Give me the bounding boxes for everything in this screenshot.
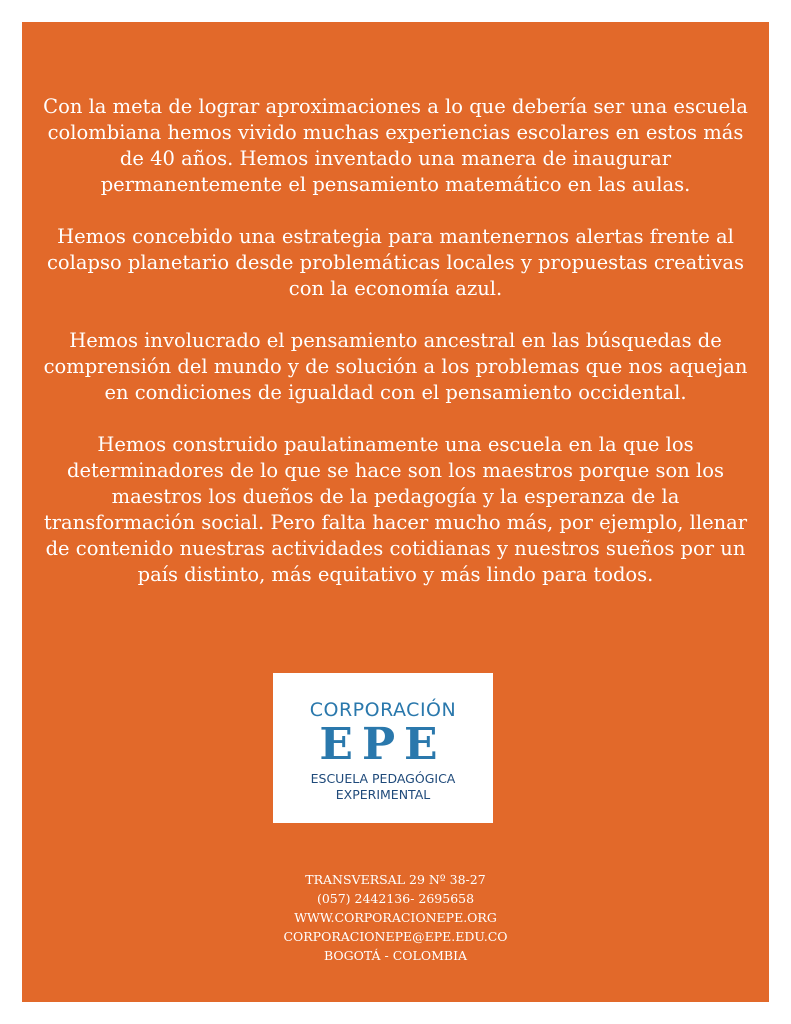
paragraph-2: Hemos concebido una estrategia para mantenernos alertas frente al colapso planetario desde problemáticas locales y propuestas creativas con la economía azul.	[46, 225, 744, 300]
paragraph-3: Hemos involucrado el pensamiento ancestral en las búsquedas de comprensión del mundo y de solución a los problemas que nos aquejan en condiciones de igualdad con el pensamiento occidental.	[43, 329, 748, 404]
body-text	[22, 94, 769, 614]
contact-phone: (057) 2442136- 2695658	[316, 891, 475, 906]
corporation-logo	[273, 673, 493, 823]
paragraph-1: Con la meta de lograr aproximaciones a lo que debería ser una escuela colombiana hemos vivido muchas experiencias escolares en estos más de 40 años. Hemos inventado una manera de inaugurar permanentemente el pensamiento matemático en las aulas.	[43, 95, 748, 196]
contact-block	[22, 870, 769, 965]
paragraph-4: Hemos construido paulatinamente una escuela en la que los determinadores de lo que se hace son los maestros porque son los maestros los dueños de la pedagogía y la esperanza de la transformación social. Pero falta hacer mucho más, por ejemplo, llenar de contenido nuestras actividades cotidianas y nuestros sueños por un país distinto, más equitativo y más lindo para todos.	[43, 433, 748, 586]
logo-experimental-text: EXPERIMENTAL	[335, 787, 431, 802]
orange-panel	[22, 22, 769, 1002]
contact-email: CORPORACIONEPE@EPE.EDU.CO	[283, 929, 508, 944]
logo-escuela-text: ESCUELA PEDAGÓGICA	[310, 771, 456, 786]
logo-epe-text: EPE	[319, 719, 447, 770]
contact-address: TRANSVERSAL 29 Nº 38-27	[305, 872, 486, 887]
logo-corporacion-text: CORPORACIÓN	[309, 699, 457, 721]
contact-website: WWW.CORPORACIONEPE.ORG	[294, 910, 497, 925]
contact-city: BOGOTÁ - COLOMBIA	[323, 948, 468, 963]
